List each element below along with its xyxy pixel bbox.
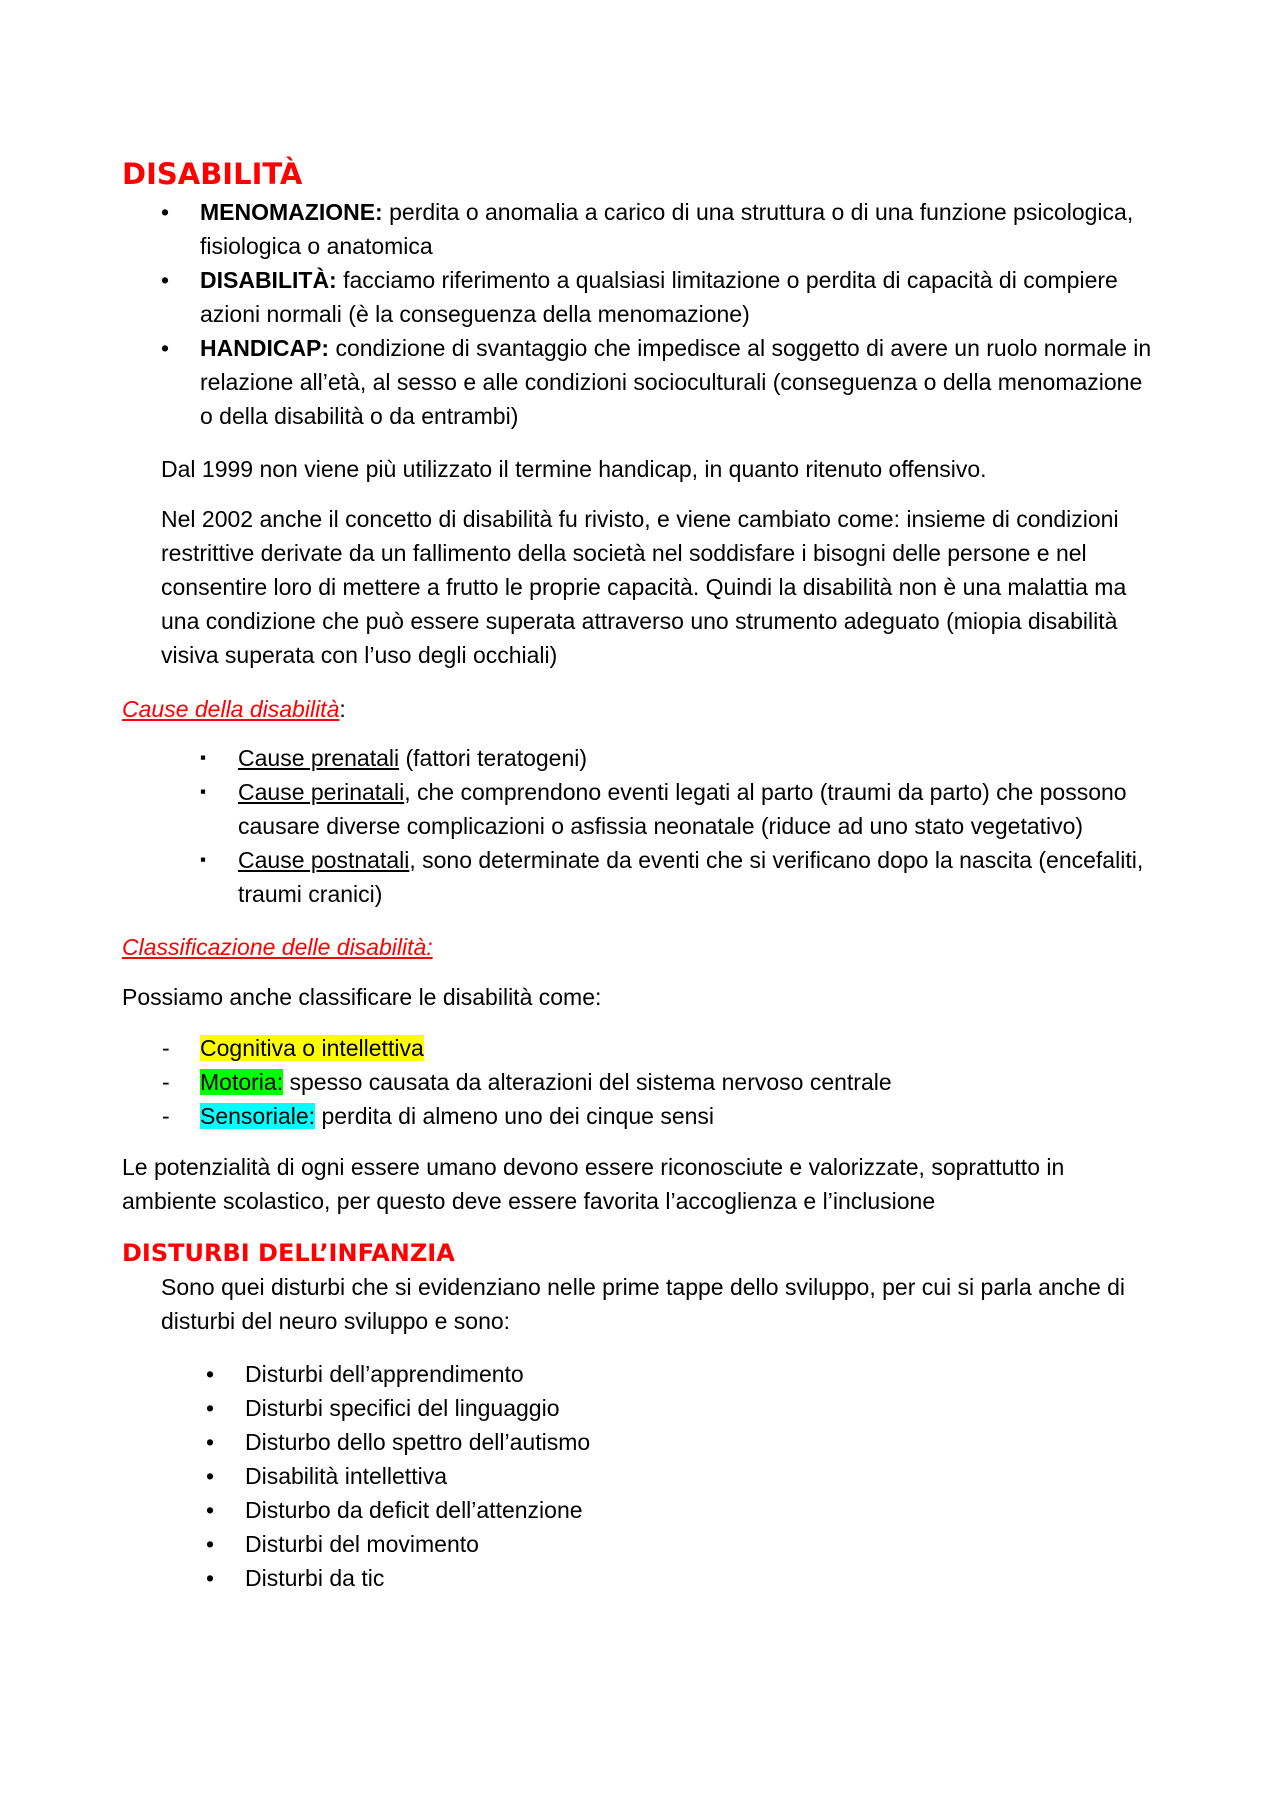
causes-heading-text: Cause della disabilità — [122, 696, 340, 722]
class-cognitiva: Cognitiva o intellettiva — [200, 1035, 424, 1061]
square-bullet-icon: ▪ — [200, 748, 207, 767]
cause-term: Cause perinatali — [238, 779, 405, 805]
disturbo-label: Disturbi dell’apprendimento — [245, 1361, 524, 1387]
list-item — [200, 741, 1168, 775]
list-item — [206, 1357, 1145, 1391]
disturbo-label: Disturbi del movimento — [245, 1531, 479, 1557]
list-item — [206, 1493, 1145, 1527]
bullet-icon: • — [206, 1361, 215, 1387]
classification-heading: Classificazione delle disabilità: — [122, 934, 433, 960]
classification-intro: Possiamo anche classificare le disabilità come: — [122, 984, 602, 1010]
disturbo-label: Disturbi da tic — [245, 1565, 385, 1591]
list-item — [206, 1425, 1145, 1459]
dash-bullet-icon: - — [162, 1035, 170, 1061]
list-item — [162, 1099, 1160, 1133]
list-item — [206, 1561, 1145, 1595]
bullet-icon: • — [161, 267, 170, 293]
list-item — [206, 1459, 1145, 1493]
causes-heading-colon: : — [339, 696, 346, 722]
disturbo-label: Disturbo dello spettro dell’autismo — [245, 1429, 591, 1455]
disturbo-label: Disabilità intellettiva — [245, 1463, 447, 1489]
term-disabilita: DISABILITÀ: — [200, 267, 337, 293]
disturbo-label: Disturbo da deficit dell’attenzione — [245, 1497, 583, 1523]
class-motoria: Motoria: — [200, 1069, 284, 1095]
bullet-icon: • — [206, 1531, 215, 1557]
cause-text: , sono determinate da eventi che si verificano dopo la nascita (encefaliti, traumi cranici) — [238, 847, 1144, 907]
class-text: spesso causata da alterazioni del sistema nervoso centrale — [283, 1069, 892, 1095]
list-item — [161, 331, 1160, 433]
definition-text: perdita o anomalia a carico di una struttura o di una funzione psicologica, fisiologica o anatomica — [200, 199, 1134, 259]
definition-text: condizione di svantaggio che impedisce al soggetto di avere un ruolo normale in relazione all’età, al sesso e alle condizioni socioculturali (conseguenza o della menomazione o della disabilità o da entrambi) — [200, 335, 1152, 429]
causes-list — [200, 741, 1168, 911]
class-text: perdita di almeno uno dei cinque sensi — [315, 1103, 715, 1129]
bullet-icon: • — [161, 335, 170, 361]
section-title-disabilita: DISABILITÀ — [122, 157, 303, 191]
paragraph-1999: Dal 1999 non viene più utilizzato il termine handicap, in quanto ritenuto offensivo. — [161, 456, 987, 482]
classification-list — [162, 1031, 1160, 1133]
bullet-icon: • — [206, 1497, 215, 1523]
list-item — [161, 263, 1160, 331]
cause-term: Cause prenatali — [238, 745, 400, 771]
disturbi-list — [206, 1357, 1145, 1595]
list-item — [161, 195, 1160, 263]
bullet-icon: • — [206, 1429, 215, 1455]
term-menomazione: MENOMAZIONE: — [200, 199, 383, 225]
list-item — [206, 1391, 1145, 1425]
disturbi-intro: Sono quei disturbi che si evidenziano nelle prime tappe dello sviluppo, per cui si parla anche di disturbi del neuro sviluppo e sono: — [161, 1274, 1126, 1334]
class-sensoriale: Sensoriale: — [200, 1103, 316, 1129]
bullet-icon: • — [206, 1565, 215, 1591]
definitions-list — [161, 195, 1160, 433]
paragraph-2002: Nel 2002 anche il concetto di disabilità fu rivisto, e viene cambiato come: insieme di condizioni restrittive derivate da un fallimento della società nel soddisfare i bisogni delle persone e nel consentire loro di mettere a frutto le proprie capacità. Quindi la disabilità non è una malattia ma una condizione che può essere superata attraverso uno strumento adeguato (miopia disabilità visiva superata con l’uso degli occhiali) — [161, 506, 1127, 668]
disturbo-label: Disturbi specifici del linguaggio — [245, 1395, 560, 1421]
definition-text: facciamo riferimento a qualsiasi limitazione o perdita di capacità di compiere azioni normali (è la conseguenza della menomazione) — [200, 267, 1118, 327]
list-item — [206, 1527, 1145, 1561]
dash-bullet-icon: - — [162, 1069, 170, 1095]
bullet-icon: • — [206, 1463, 215, 1489]
closing-paragraph: Le potenzialità di ogni essere umano devono essere riconosciute e valorizzate, soprattutto in ambiente scolastico, per questo deve essere favorita l’accoglienza e l’inclusione — [122, 1154, 1065, 1214]
list-item — [162, 1065, 1160, 1099]
causes-heading — [122, 692, 346, 726]
cause-text: (fattori teratogeni) — [399, 745, 588, 771]
square-bullet-icon: ▪ — [200, 850, 207, 869]
square-bullet-icon: ▪ — [200, 782, 207, 801]
dash-bullet-icon: - — [162, 1103, 170, 1129]
list-item — [162, 1031, 1160, 1065]
section-title-disturbi-infanzia: DISTURBI DELL’INFANZIA — [122, 1239, 455, 1267]
cause-term: Cause postnatali — [238, 847, 410, 873]
cause-text: , che comprendono eventi legati al parto (traumi da parto) che possono causare diverse complicazioni o asfissia neonatale (riduce ad uno stato vegetativo) — [238, 779, 1127, 839]
list-item — [200, 843, 1168, 911]
bullet-icon: • — [161, 199, 170, 225]
term-handicap: HANDICAP: — [200, 335, 330, 361]
bullet-icon: • — [206, 1395, 215, 1421]
list-item — [200, 775, 1168, 843]
